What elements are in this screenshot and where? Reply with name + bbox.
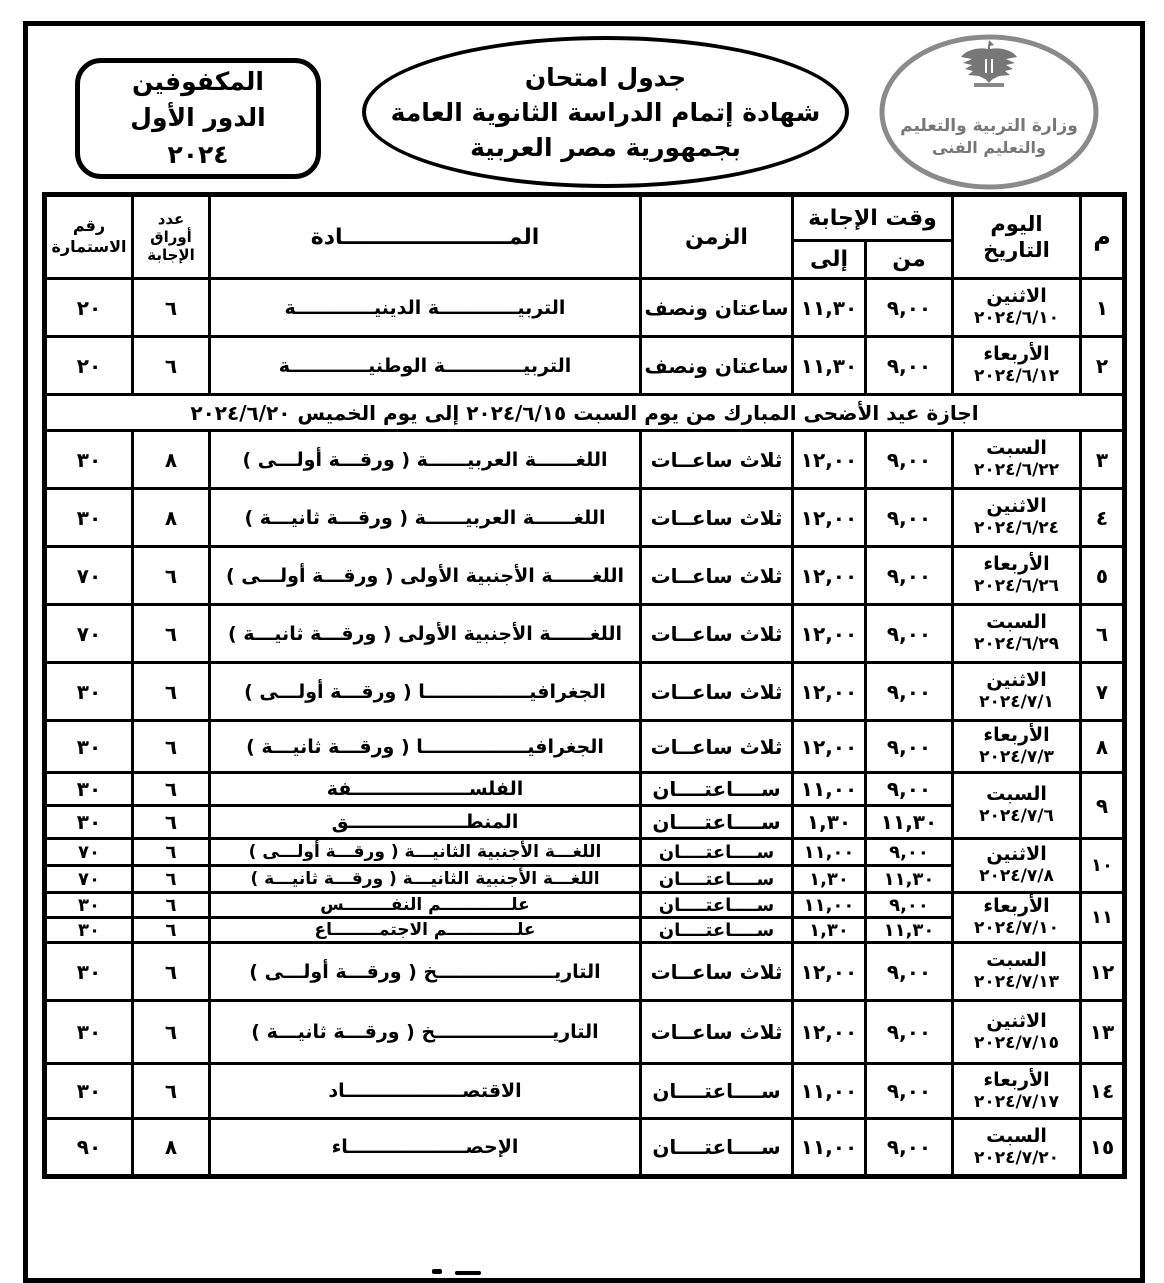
date-value: ٢٠٢٤/٦/١٢ (973, 366, 1060, 387)
cell-time-to: ١١,٠٠ (793, 1064, 866, 1119)
cell-subject: علــــــــــــم النفــــــــس (210, 893, 641, 918)
cell-time-from: ٩,٠٠ (866, 721, 953, 773)
header-no: م (1081, 195, 1125, 279)
cell-time-from: ٩,٠٠ (866, 1001, 953, 1064)
cell-time-to: ١٢,٠٠ (793, 547, 866, 605)
cell-subject: الاقتصــــــــــــــــــاد (210, 1064, 641, 1119)
cell-sheets: ٦ (133, 605, 210, 663)
day-name: الاثنين (986, 1009, 1047, 1032)
seal-ring-text (878, 33, 882, 36)
cell-form: ٢٠ (45, 279, 133, 337)
header-sheets-1: عدد (157, 210, 185, 228)
cell-time-from: ١١,٣٠ (866, 866, 953, 893)
table-row (45, 721, 1125, 773)
round-label: الدور الأول (130, 103, 266, 133)
cell-duration: ثلاث ساعــات (641, 943, 793, 1001)
seal-arabic-line2: والتعليم الفنى (932, 138, 1046, 157)
cell-time-from: ٩,٠٠ (866, 663, 953, 721)
cell-row-number: ٤ (1081, 489, 1125, 547)
cell-duration: ســــاعتــــان (641, 1064, 793, 1119)
cell-day-date (953, 1064, 1081, 1119)
header-answer-sheets (133, 195, 210, 279)
cell-row-number: ٢ (1081, 337, 1125, 395)
cell-form: ٣٠ (45, 943, 133, 1001)
cell-form: ٣٠ (45, 918, 133, 943)
date-value: ٢٠٢٤/٦/٢٢ (973, 460, 1060, 481)
cell-form: ٩٠ (45, 1119, 133, 1177)
cell-form: ٣٠ (45, 1064, 133, 1119)
cell-time-from: ٩,٠٠ (866, 337, 953, 395)
cell-duration: ســــاعتــــان (641, 918, 793, 943)
cell-sheets: ٦ (133, 721, 210, 773)
cell-form: ٧٠ (45, 866, 133, 893)
cell-form: ٧٠ (45, 547, 133, 605)
date-value: ٢٠٢٤/٧/٣ (979, 747, 1054, 768)
cell-row-number: ٨ (1081, 721, 1125, 773)
cell-sheets: ٦ (133, 337, 210, 395)
cell-sheets: ٨ (133, 1119, 210, 1177)
header-day: اليوم (990, 211, 1043, 236)
cell-subject: الفلســــــــــــــــــفة (210, 773, 641, 806)
header-to: إلى (793, 241, 866, 279)
date-value: ٢٠٢٤/٧/١٧ (973, 1091, 1060, 1112)
cell-day-date (953, 893, 1081, 943)
cell-duration: ســــاعتــــان (641, 893, 793, 918)
date-value: ٢٠٢٤/٧/١ (979, 692, 1054, 713)
cell-time-from: ١١,٣٠ (866, 806, 953, 839)
table-row (45, 1119, 1125, 1177)
header-subject: المــــــــــــــــــــــادة (210, 195, 641, 279)
cell-row-number: ١٣ (1081, 1001, 1125, 1064)
cell-time-from: ٩,٠٠ (866, 943, 953, 1001)
cell-sheets: ٦ (133, 893, 210, 918)
day-name: السبت (986, 1124, 1047, 1147)
cell-time-to: ١١,٠٠ (793, 839, 866, 866)
date-value: ٢٠٢٤/٧/١٣ (973, 972, 1060, 993)
table-row (45, 1064, 1125, 1119)
cell-form: ٣٠ (45, 893, 133, 918)
cell-sheets: ٦ (133, 866, 210, 893)
header-row (45, 195, 1125, 241)
holiday-note: اجازة عيد الأضحى المبارك من يوم السبت ٢٠٢٤/٦/١٥ إلى يوم الخميس ٢٠٢٤/٦/٢٠ (45, 395, 1125, 431)
cell-subject: التربيــــــــــــة الدينيــــــــــــة (210, 279, 641, 337)
header-from: من (866, 241, 953, 279)
cell-sheets: ٦ (133, 547, 210, 605)
cell-time-to: ١٢,٠٠ (793, 663, 866, 721)
header-day-date (953, 195, 1081, 279)
date-value: ٢٠٢٤/٦/٢٤ (973, 518, 1060, 539)
cell-subject: الجغرافيــــــــــــــــا ( ورقـــة أولـــى ) (210, 663, 641, 721)
cell-duration: ســــاعتــــان (641, 806, 793, 839)
cutoff-text-fragment (432, 1269, 442, 1274)
day-name: الأربعاء (983, 343, 1050, 366)
cell-sheets: ٦ (133, 279, 210, 337)
cell-time-to: ١٢,٠٠ (793, 943, 866, 1001)
cell-subject: علــــــــــــم الاجتمــــــــاع (210, 918, 641, 943)
cell-time-from: ٩,٠٠ (866, 489, 953, 547)
day-name: الاثنين (986, 843, 1047, 866)
cell-form: ٣٠ (45, 773, 133, 806)
cell-time-to: ١١,٣٠ (793, 279, 866, 337)
exam-schedule-table (42, 192, 1127, 1179)
holiday-row (45, 395, 1125, 431)
cell-day-date (953, 431, 1081, 489)
cell-day-date (953, 489, 1081, 547)
cell-row-number: ٩ (1081, 773, 1125, 839)
cell-row-number: ٧ (1081, 663, 1125, 721)
cell-sheets: ٦ (133, 839, 210, 866)
header-date: التاريخ (983, 238, 1050, 262)
cell-sheets: ٦ (133, 943, 210, 1001)
cell-time-to: ١٢,٠٠ (793, 605, 866, 663)
cell-sheets: ٦ (133, 773, 210, 806)
cell-subject: اللغـــة الأجنبية الثانيـــة ( ورقـــة ثانيـــة ) (210, 866, 641, 893)
table-row (45, 605, 1125, 663)
table-row (45, 547, 1125, 605)
cell-day-date (953, 279, 1081, 337)
day-name: الأربعاء (983, 553, 1050, 576)
table-row (45, 839, 1125, 866)
cell-time-to: ١١,٠٠ (793, 773, 866, 806)
cell-time-to: ١٢,٠٠ (793, 721, 866, 773)
header-sheets-2: أوراق (150, 228, 192, 246)
cell-row-number: ١٤ (1081, 1064, 1125, 1119)
svg-text:MINISTRY OF EDUCATION AND TECH (878, 33, 882, 36)
day-name: الأربعاء (983, 895, 1050, 918)
cell-form: ٣٠ (45, 806, 133, 839)
cell-duration: ثلاث ساعــات (641, 663, 793, 721)
cell-row-number: ٣ (1081, 431, 1125, 489)
cell-day-date (953, 337, 1081, 395)
cell-sheets: ٦ (133, 1001, 210, 1064)
table-row (45, 773, 1125, 806)
header-answer-time: وقت الإجابة (793, 195, 953, 241)
date-value: ٢٠٢٤/٦/١٠ (973, 308, 1060, 329)
cell-row-number: ١ (1081, 279, 1125, 337)
cell-subject: التربيــــــــــــة الوطنيــــــــــــة (210, 337, 641, 395)
day-name: الأربعاء (983, 1068, 1050, 1091)
cell-time-to: ١١,٠٠ (793, 1119, 866, 1177)
cell-duration: ساعتان ونصف (641, 337, 793, 395)
table-row (45, 489, 1125, 547)
cell-time-to: ١٢,٠٠ (793, 489, 866, 547)
ministry-seal (878, 33, 1100, 195)
table-row (45, 279, 1125, 337)
cell-sheets: ٦ (133, 918, 210, 943)
cell-time-from: ٩,٠٠ (866, 1064, 953, 1119)
cell-sheets: ٨ (133, 431, 210, 489)
cell-time-from: ٩,٠٠ (866, 431, 953, 489)
date-value: ٢٠٢٤/٧/٦ (979, 806, 1054, 827)
title-oval (362, 36, 849, 188)
cell-time-from: ٩,٠٠ (866, 839, 953, 866)
cell-day-date (953, 1001, 1081, 1064)
cell-day-date (953, 605, 1081, 663)
ministry-seal-icon (878, 33, 1100, 191)
cell-day-date (953, 721, 1081, 773)
cutoff-text-fragment (455, 1271, 481, 1275)
header-sheets-3: الإجابة (147, 246, 195, 264)
cell-form: ٣٠ (45, 489, 133, 547)
cell-time-to: ١,٣٠ (793, 918, 866, 943)
cell-form: ٧٠ (45, 605, 133, 663)
cell-sheets: ٦ (133, 1064, 210, 1119)
day-name: الأربعاء (983, 724, 1050, 747)
cell-day-date (953, 943, 1081, 1001)
header-form-2: الاستمارة (51, 237, 127, 256)
cell-duration: ســــاعتــــان (641, 1119, 793, 1177)
cell-day-date (953, 547, 1081, 605)
table-row (45, 337, 1125, 395)
cell-subject: اللغــــــة الأجنبية الأولى ( ورقـــة ثانيـــة ) (210, 605, 641, 663)
header-form-1: رقم (72, 216, 106, 236)
cell-row-number: ١٢ (1081, 943, 1125, 1001)
table-row (45, 943, 1125, 1001)
cell-duration: ثلاث ساعــات (641, 605, 793, 663)
table-row (45, 893, 1125, 918)
cell-duration: ثلاث ساعــات (641, 547, 793, 605)
cell-day-date (953, 1119, 1081, 1177)
cell-form: ٢٠ (45, 337, 133, 395)
cell-time-to: ١٢,٠٠ (793, 431, 866, 489)
cell-subject: التاريــــــــــــــــــخ ( ورقـــة أولـــى ) (210, 943, 641, 1001)
cell-form: ٣٠ (45, 721, 133, 773)
cell-duration: ســــاعتــــان (641, 866, 793, 893)
country-title: بجمهورية مصر العربية (470, 132, 741, 162)
day-name: الاثنين (986, 285, 1047, 308)
cohort-box (75, 58, 321, 179)
table-row (45, 431, 1125, 489)
cell-time-from: ٩,٠٠ (866, 547, 953, 605)
cell-subject: اللغــــــة الأجنبية الأولى ( ورقـــة أولـــى ) (210, 547, 641, 605)
cell-duration: ثلاث ساعــات (641, 489, 793, 547)
cell-time-from: ٩,٠٠ (866, 279, 953, 337)
cell-form: ٣٠ (45, 663, 133, 721)
table-row (45, 1001, 1125, 1064)
cell-sheets: ٦ (133, 663, 210, 721)
cell-subject: المنطــــــــــــــــــق (210, 806, 641, 839)
cell-sheets: ٨ (133, 489, 210, 547)
eagle-icon (961, 40, 1017, 87)
header-form-number (45, 195, 133, 279)
day-name: السبت (986, 611, 1047, 634)
cell-subject: اللغـــة الأجنبية الثانيـــة ( ورقـــة أولـــى ) (210, 839, 641, 866)
date-value: ٢٠٢٤/٦/٢٦ (973, 576, 1060, 597)
cell-time-to: ١,٣٠ (793, 806, 866, 839)
cell-time-from: ٩,٠٠ (866, 605, 953, 663)
cell-time-from: ١١,٣٠ (866, 918, 953, 943)
cell-sheets: ٦ (133, 806, 210, 839)
cohort-label: المكفوفين (132, 67, 264, 97)
day-name: السبت (986, 437, 1047, 460)
cell-duration: ثلاث ساعــات (641, 1001, 793, 1064)
table-row (45, 663, 1125, 721)
cell-subject: اللغــــــة العربيــــــة ( ورقـــة ثانيـــة ) (210, 489, 641, 547)
cell-time-from: ٩,٠٠ (866, 1119, 953, 1177)
cell-row-number: ١٥ (1081, 1119, 1125, 1177)
cell-form: ٧٠ (45, 839, 133, 866)
cell-form: ٣٠ (45, 431, 133, 489)
day-name: السبت (986, 783, 1047, 806)
date-value: ٢٠٢٤/٧/١٥ (973, 1032, 1060, 1053)
cell-subject: الإحصــــــــــــــــــاء (210, 1119, 641, 1177)
cell-day-date (953, 773, 1081, 839)
cell-day-date (953, 663, 1081, 721)
day-name: السبت (986, 949, 1047, 972)
day-name: الاثنين (986, 495, 1047, 518)
cell-duration: ساعتان ونصف (641, 279, 793, 337)
certificate-title: شهادة إتمام الدراسة الثانوية العامة (390, 97, 821, 127)
cell-day-date (953, 839, 1081, 893)
cell-duration: ثلاث ساعــات (641, 431, 793, 489)
day-name: الاثنين (986, 669, 1047, 692)
cell-time-to: ١١,٠٠ (793, 893, 866, 918)
cell-row-number: ١٠ (1081, 839, 1125, 893)
cell-subject: اللغــــــة العربيــــــة ( ورقـــة أولـــى ) (210, 431, 641, 489)
cell-subject: الجغرافيــــــــــــــــا ( ورقـــة ثانيـــة ) (210, 721, 641, 773)
cell-row-number: ١١ (1081, 893, 1125, 943)
cell-time-from: ٩,٠٠ (866, 773, 953, 806)
cell-duration: ســــاعتــــان (641, 773, 793, 806)
cell-time-from: ٩,٠٠ (866, 893, 953, 918)
cell-row-number: ٦ (1081, 605, 1125, 663)
page-title: جدول امتحان (524, 62, 687, 92)
cell-duration: ثلاث ساعــات (641, 721, 793, 773)
date-value: ٢٠٢٤/٦/٢٩ (973, 634, 1060, 655)
cell-time-to: ١٢,٠٠ (793, 1001, 866, 1064)
cell-form: ٣٠ (45, 1001, 133, 1064)
date-value: ٢٠٢٤/٧/٨ (979, 866, 1054, 887)
date-value: ٢٠٢٤/٧/١٠ (973, 918, 1060, 939)
cell-duration: ســــاعتــــان (641, 839, 793, 866)
year-label: ٢٠٢٤ (167, 139, 229, 169)
cell-subject: التاريــــــــــــــــــخ ( ورقـــة ثانيـــة ) (210, 1001, 641, 1064)
cell-row-number: ٥ (1081, 547, 1125, 605)
header-duration: الزمن (641, 195, 793, 279)
cell-time-to: ١,٣٠ (793, 866, 866, 893)
seal-arabic-line1: وزارة التربية والتعليم (900, 116, 1078, 136)
date-value: ٢٠٢٤/٧/٢٠ (973, 1147, 1060, 1168)
cell-time-to: ١١,٣٠ (793, 337, 866, 395)
